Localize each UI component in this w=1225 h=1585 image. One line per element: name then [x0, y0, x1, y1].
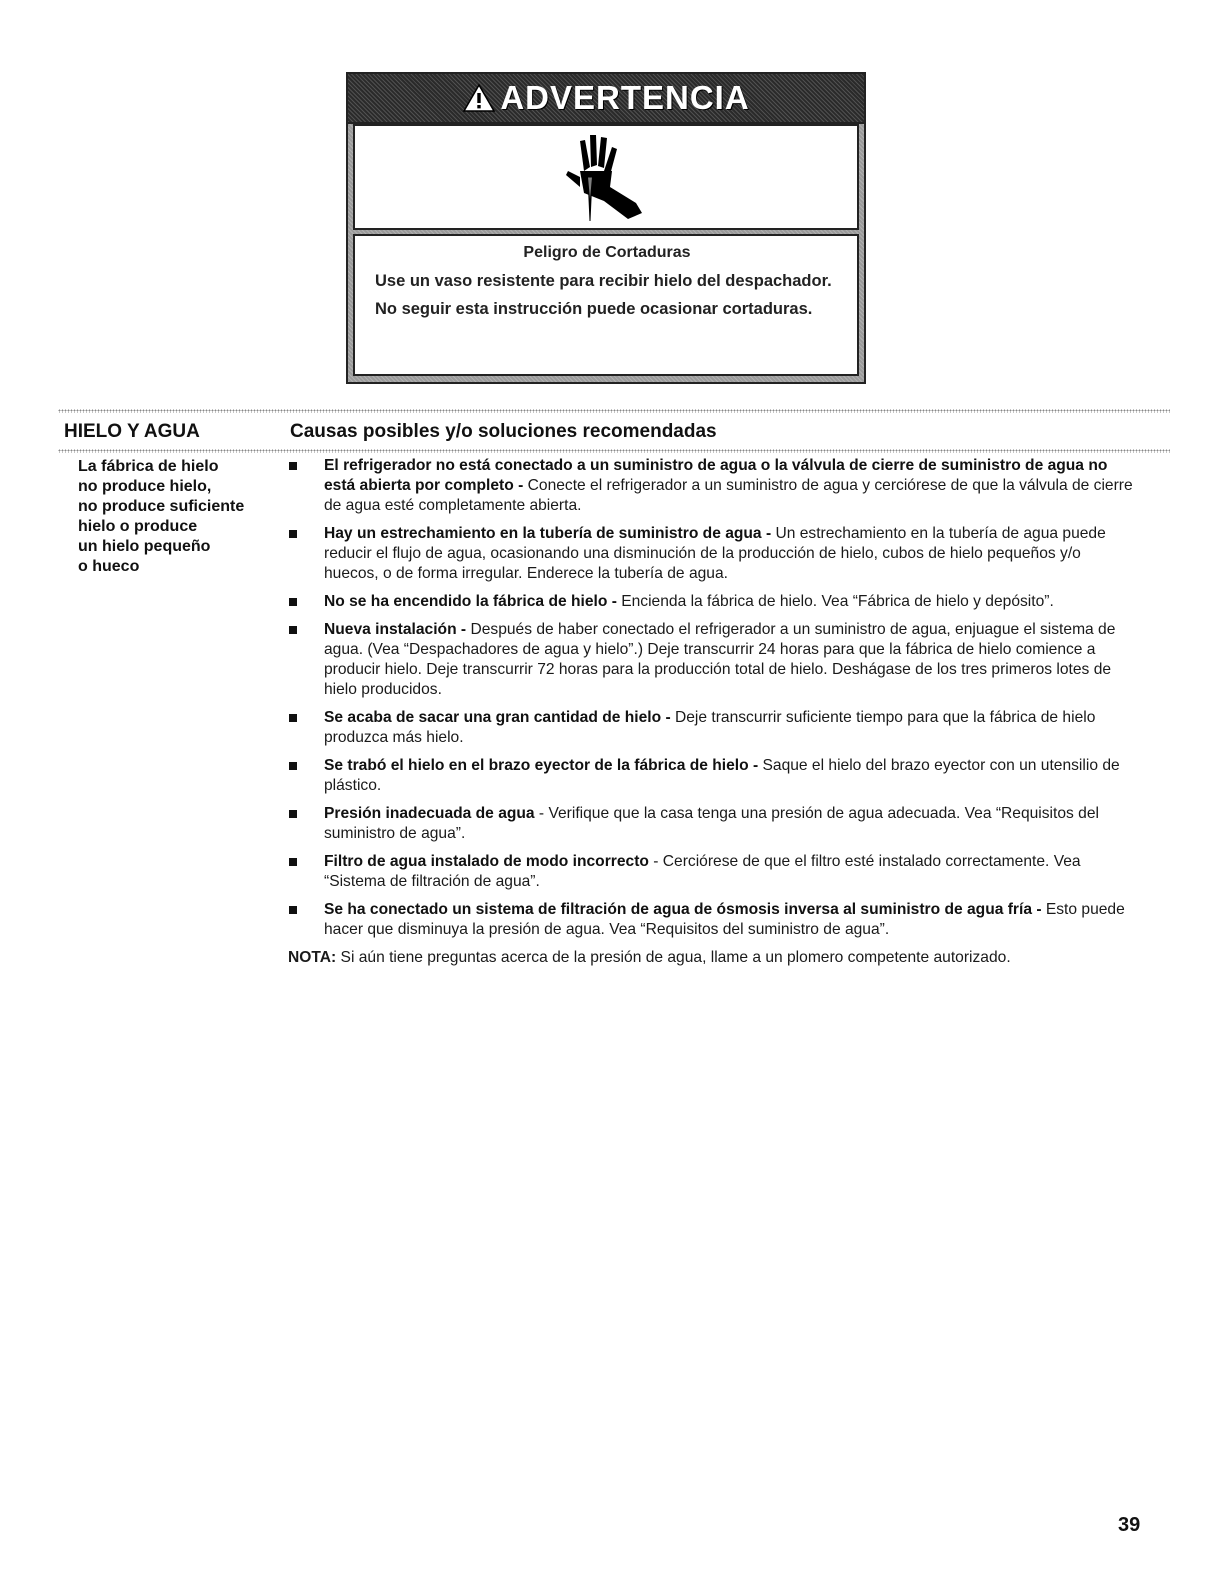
- cause-text: - Verifique que la casa tenga una presión de agua adecuada. Vea “Requisitos del suministro de agua”.: [324, 805, 1099, 842]
- cause-item: [288, 852, 1138, 892]
- note: [288, 948, 1138, 968]
- cause-item: [288, 592, 1138, 612]
- cause-title: Se ha conectado un sistema de filtración de agua de ósmosis inversa al suministro de agua fría -: [324, 901, 1042, 918]
- dotted-divider-header: [58, 449, 1170, 453]
- warning-instruction: Use un vaso resistente para recibir hielo del despachador.: [375, 272, 832, 290]
- warning-triangle-icon: [462, 83, 496, 113]
- problem-line: no produce hielo,: [78, 478, 212, 495]
- square-bullet-icon: [289, 530, 297, 538]
- cause-item: [288, 708, 1138, 748]
- square-bullet-icon: [289, 714, 297, 722]
- cause-title: Se trabó el hielo en el brazo eyector de la fábrica de hielo -: [324, 757, 759, 774]
- cause-text: Después de haber conectado el refrigerador a un suministro de agua, enjuague el sistema de agua. (Vea “Despachadores de agua y hielo”.) Deje transcurrir 24 horas para que la fábrica de hielo comience a producir hielo. Deje transcurrir 72 horas para la producción total de hielo. Deshágase de los tres primeros lotes de hielo producidos.: [324, 621, 1116, 698]
- hazard-title: Peligro de Cortaduras: [523, 244, 691, 261]
- cause-item: [288, 804, 1138, 844]
- problem-line: un hielo pequeño: [78, 538, 211, 555]
- cause-text: Deje transcurrir suficiente tiempo para que la fábrica de hielo produzca más hielo.: [324, 709, 1096, 746]
- cause-title: Hay un estrechamiento en la tubería de suministro de agua -: [324, 525, 772, 542]
- problem-line: no produce suficiente: [78, 498, 245, 515]
- cause-item: [288, 524, 1138, 584]
- cause-title: No se ha encendido la fábrica de hielo -: [324, 593, 617, 610]
- cause-title: El refrigerador no está conectado a un suministro de agua o la válvula de cierre de suministro de agua no está abierta por completo -: [324, 457, 1108, 494]
- cause-title: Presión inadecuada de agua: [324, 805, 535, 822]
- problem-description: [78, 457, 283, 577]
- square-bullet-icon: [289, 762, 297, 770]
- square-bullet-icon: [289, 462, 297, 470]
- cause-text: Un estrechamiento en la tubería de agua puede reducir el flujo de agua, ocasionando una disminución de la producción de hielo, cubos de hielo pequeños y/o huecos, o de forma irregular. Enderece la tubería de agua.: [324, 525, 1106, 582]
- note-text: Si aún tiene preguntas acerca de la presión de agua, llame a un plomero competente autorizado.: [336, 949, 1011, 966]
- warning-header: [348, 74, 864, 124]
- page-number: 39: [1118, 1514, 1141, 1536]
- problem-line: La fábrica de hielo: [78, 458, 219, 475]
- square-bullet-icon: [289, 626, 297, 634]
- hand-cut-icon: [566, 131, 646, 223]
- square-bullet-icon: [289, 906, 297, 914]
- hazard-pictogram-panel: [353, 124, 859, 230]
- warning-title: ADVERTENCIA: [500, 79, 750, 116]
- cause-title: Filtro de agua instalado de modo incorrecto: [324, 853, 649, 870]
- cause-title: Se acaba de sacar una gran cantidad de hielo -: [324, 709, 671, 726]
- causes-list: [288, 456, 1138, 968]
- warning-box: [346, 72, 866, 384]
- cause-text: Conecte el refrigerador a un suministro de agua y cerciórese de que la válvula de cierre de agua esté completamente abierta.: [324, 477, 1133, 514]
- section-heading: HIELO Y AGUA: [64, 421, 200, 442]
- causes-column-heading: Causas posibles y/o soluciones recomendadas: [290, 421, 717, 442]
- cause-item: [288, 756, 1138, 796]
- cause-text: Encienda la fábrica de hielo. Vea “Fábrica de hielo y depósito”.: [616, 593, 1054, 610]
- problem-line: o hueco: [78, 558, 140, 575]
- problem-line: hielo o produce: [78, 518, 198, 535]
- warning-text-panel: [353, 234, 859, 376]
- cause-text: - Cerciórese de que el filtro esté instalado correctamente. Vea “Sistema de filtración de agua”.: [324, 853, 1081, 890]
- cause-text: Saque el hielo del brazo eyector con un utensilio de plástico.: [324, 757, 1120, 794]
- cause-text: Esto puede hacer que disminuya la presión de agua. Vea “Requisitos del suministro de agua”.: [324, 901, 1125, 938]
- cause-item: [288, 620, 1138, 700]
- square-bullet-icon: [289, 810, 297, 818]
- cause-item: [288, 456, 1138, 516]
- warning-consequence: No seguir esta instrucción puede ocasionar cortaduras.: [375, 300, 813, 318]
- note-label: NOTA:: [288, 949, 337, 966]
- cause-item: [288, 900, 1138, 940]
- square-bullet-icon: [289, 858, 297, 866]
- dotted-divider-top: [58, 409, 1170, 413]
- cause-title: Nueva instalación -: [324, 621, 467, 638]
- square-bullet-icon: [289, 598, 297, 606]
